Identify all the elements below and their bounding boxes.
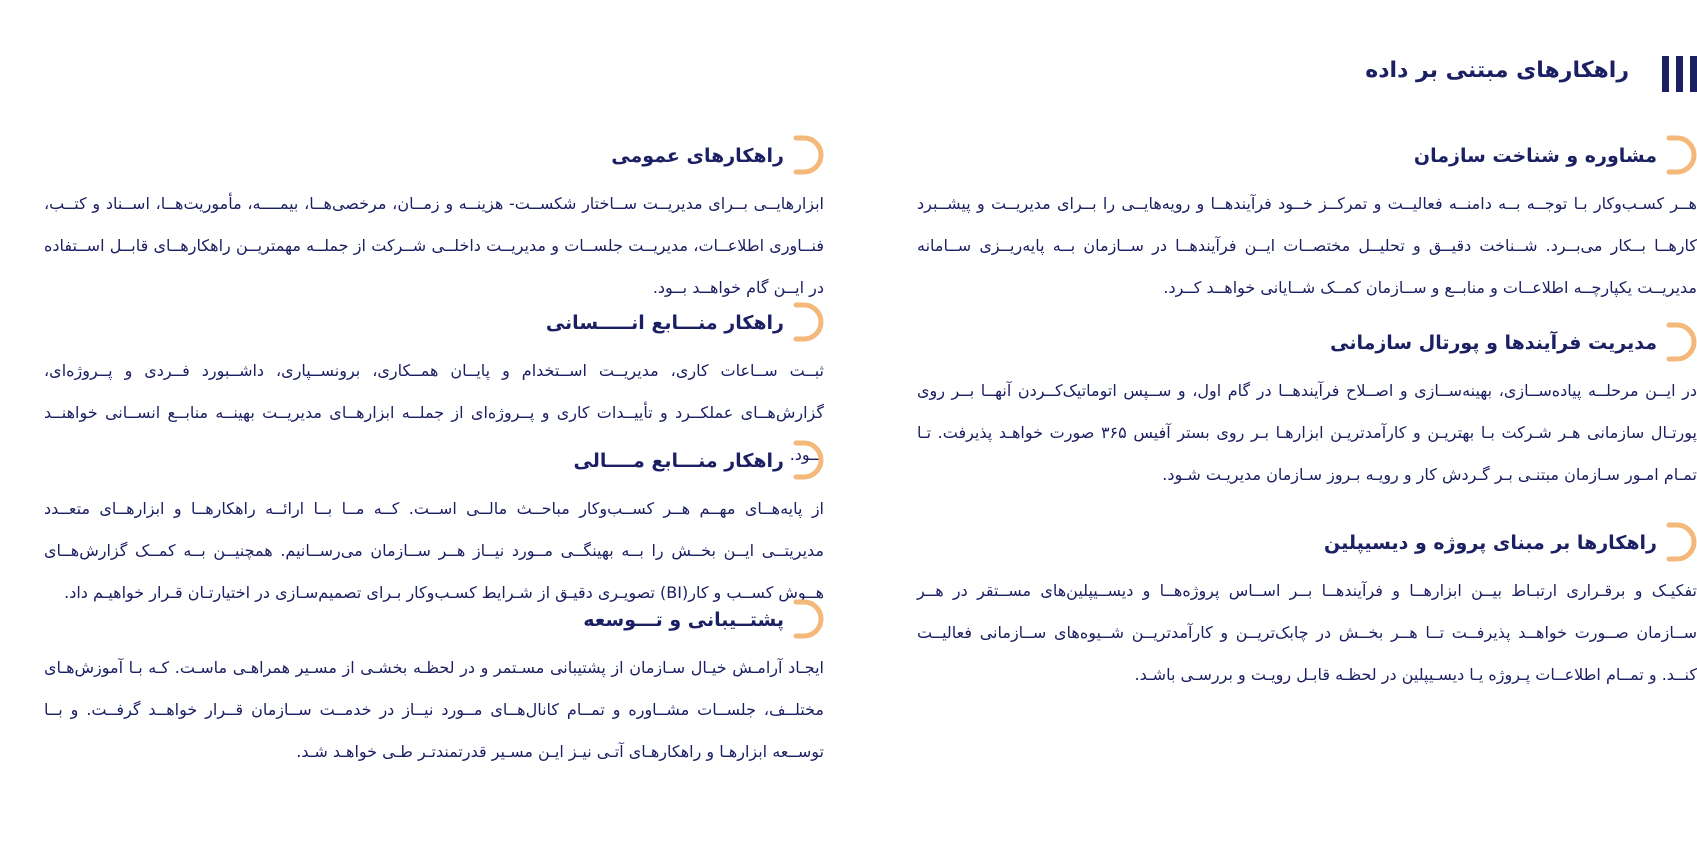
bracket-accent-icon xyxy=(1663,133,1697,177)
section-text: هــر کسـب‌وکار بـا توجــه بــه دامنــه فعالیــت و تمرکــز خــود فرآیندهــا و رویه‌هایــی را بــرای مدیریــت و پیشــبرد کارهــا بــکار می‌بــرد. شــناخت دقیــق و تحلیــل مختصــات ایــن فرآیندهــا در ســازمان بــه پایه‌ریــزی ســامانه مدیریــت یکپارچــه اطلاعــات و منابــع و ســازمان کمــک شــایانی خواهــد کــرد. xyxy=(917,194,1697,297)
bracket-accent-icon xyxy=(1663,320,1697,364)
section-text: در ایــن مرحلــه پیاده‌ســازی، بهینه‌ســازی و اصــلاح فرآیندهــا در گام اول، و ســپس اتوماتیک‌کــردن آنهــا بــر روی پورتـال سازمانی هـر شـرکت بـا بهتریـن و کارآمدتریـن ابزارهـا بـر روی بستر آفیس ۳۶۵ صورت خواهـد پذیرفت. تـا تمـام امـور سـازمان مبتنـی بـر گـردش کار و رویـه بـروز سـازمان مدیریـت شـود. xyxy=(917,381,1697,484)
section-processes xyxy=(917,320,1697,496)
section-title: پشتــیبانی و تـــوسعه xyxy=(583,609,784,631)
bracket-accent-icon xyxy=(790,300,824,344)
section-text: از پایه‌هــای مهــم هــر کســب‌وکار مباحــث مالــی اســت. کــه مــا بــا ارائــه راهکارهــا و ابزارهــای متعــدد مدیریتــی ایــن بخــش را بــه بهینگــی مــورد نیــاز هــر ســازمان می‌رســانیم. همچنیــن بــه کمــک گزارش‌هــای هــوش کســب و کار(BI) تصویـری دقیـق از شـرایط کسـب‌وکار بـرای تصمیم‌سـازی در اختیارتـان قـرار خواهیـم داد. xyxy=(44,499,824,602)
section-title: راهکار منـــابع انـــــسانی xyxy=(545,312,784,334)
page-header xyxy=(0,52,1697,92)
section-title: مشاوره و شناخت سازمان xyxy=(1413,145,1657,167)
section-text: ابزارهایــی بــرای مدیریــت ســاختار شکســت- هزینــه و زمــان، مرخصی‌هــا، بیمــــه، مأموریت‌هــا، اســناد و کتــب، فنــاوری اطلاعــات، مدیریــت جلســات و مدیریــت داخلــی شــرکت از جملــه مهمتریــن راهکارهــای قابــل اســتفاده در ایــن گام خواهــد بــود. xyxy=(44,194,824,297)
bracket-accent-icon xyxy=(790,133,824,177)
section-title: راهکار منـــابع مــــالی xyxy=(573,450,784,472)
bracket-accent-icon xyxy=(1663,520,1697,564)
section-projects xyxy=(917,520,1697,696)
section-support xyxy=(44,597,824,773)
section-finance xyxy=(44,438,824,614)
title-bars-icon xyxy=(1662,56,1697,92)
section-text: ثبــت ســاعات کاری، مدیریــت اســتخدام و پایــان همــکاری، برونســپاری، داشــبورد فــردی و پــروژه‌ای، گزارش‌هــای عملکــرد و تأییــدات کاری و پــروژه‌ای از جملــه ابزارهــای مدیریــت بهینــه منابــع انســانی خواهنــد بــود. xyxy=(44,361,824,464)
section-text: ایجـاد آرامـش خیـال سـازمان از پشتیبانی مسـتمر و در لحظـه بخشـی از مسـیر همراهـی ماسـت. کـه بـا آموزش‌هـای مختلــف، جلســات مشــاوره و تمــام کانال‌هــای مــورد نیــاز در خدمــت ســازمان قــرار خواهــد گرفــت. و بــا توســعه ابزارهـا و راهکارهـای آتـی نیـز ایـن مسـیر قدرتمندتـر طـی خواهـد شـد. xyxy=(44,658,824,761)
bracket-accent-icon xyxy=(790,597,824,641)
section-title: راهکارهای عمومی xyxy=(611,145,784,167)
section-title: راهکارها بر مبنای پروژه و دیسیپلین xyxy=(1324,532,1657,554)
section-general xyxy=(44,133,824,309)
bracket-accent-icon xyxy=(790,438,824,482)
section-consulting xyxy=(917,133,1697,309)
page-title: راهکارهای مبتنی بر داده xyxy=(1365,58,1629,83)
section-title: مدیریت فرآیندها و پورتال سازمانی xyxy=(1330,332,1657,354)
section-text: تفکیـک و برقـراری ارتبـاط بیــن ابزارهــا و فرآیندهــا بــر اســاس پروژه‌هــا و دیســیپلین‌های مســتقر در هــر ســازمان صــورت خواهــد پذیرفــت تــا هــر بخــش در چابک‌تریــن و کارآمدتریــن شــیوه‌های ســازمانی فعالیــت کنــد. و تمــام اطلاعــات پـروژه یـا دیسـیپلین در لحظـه قابـل رویـت و بررسـی باشـد. xyxy=(917,581,1697,684)
